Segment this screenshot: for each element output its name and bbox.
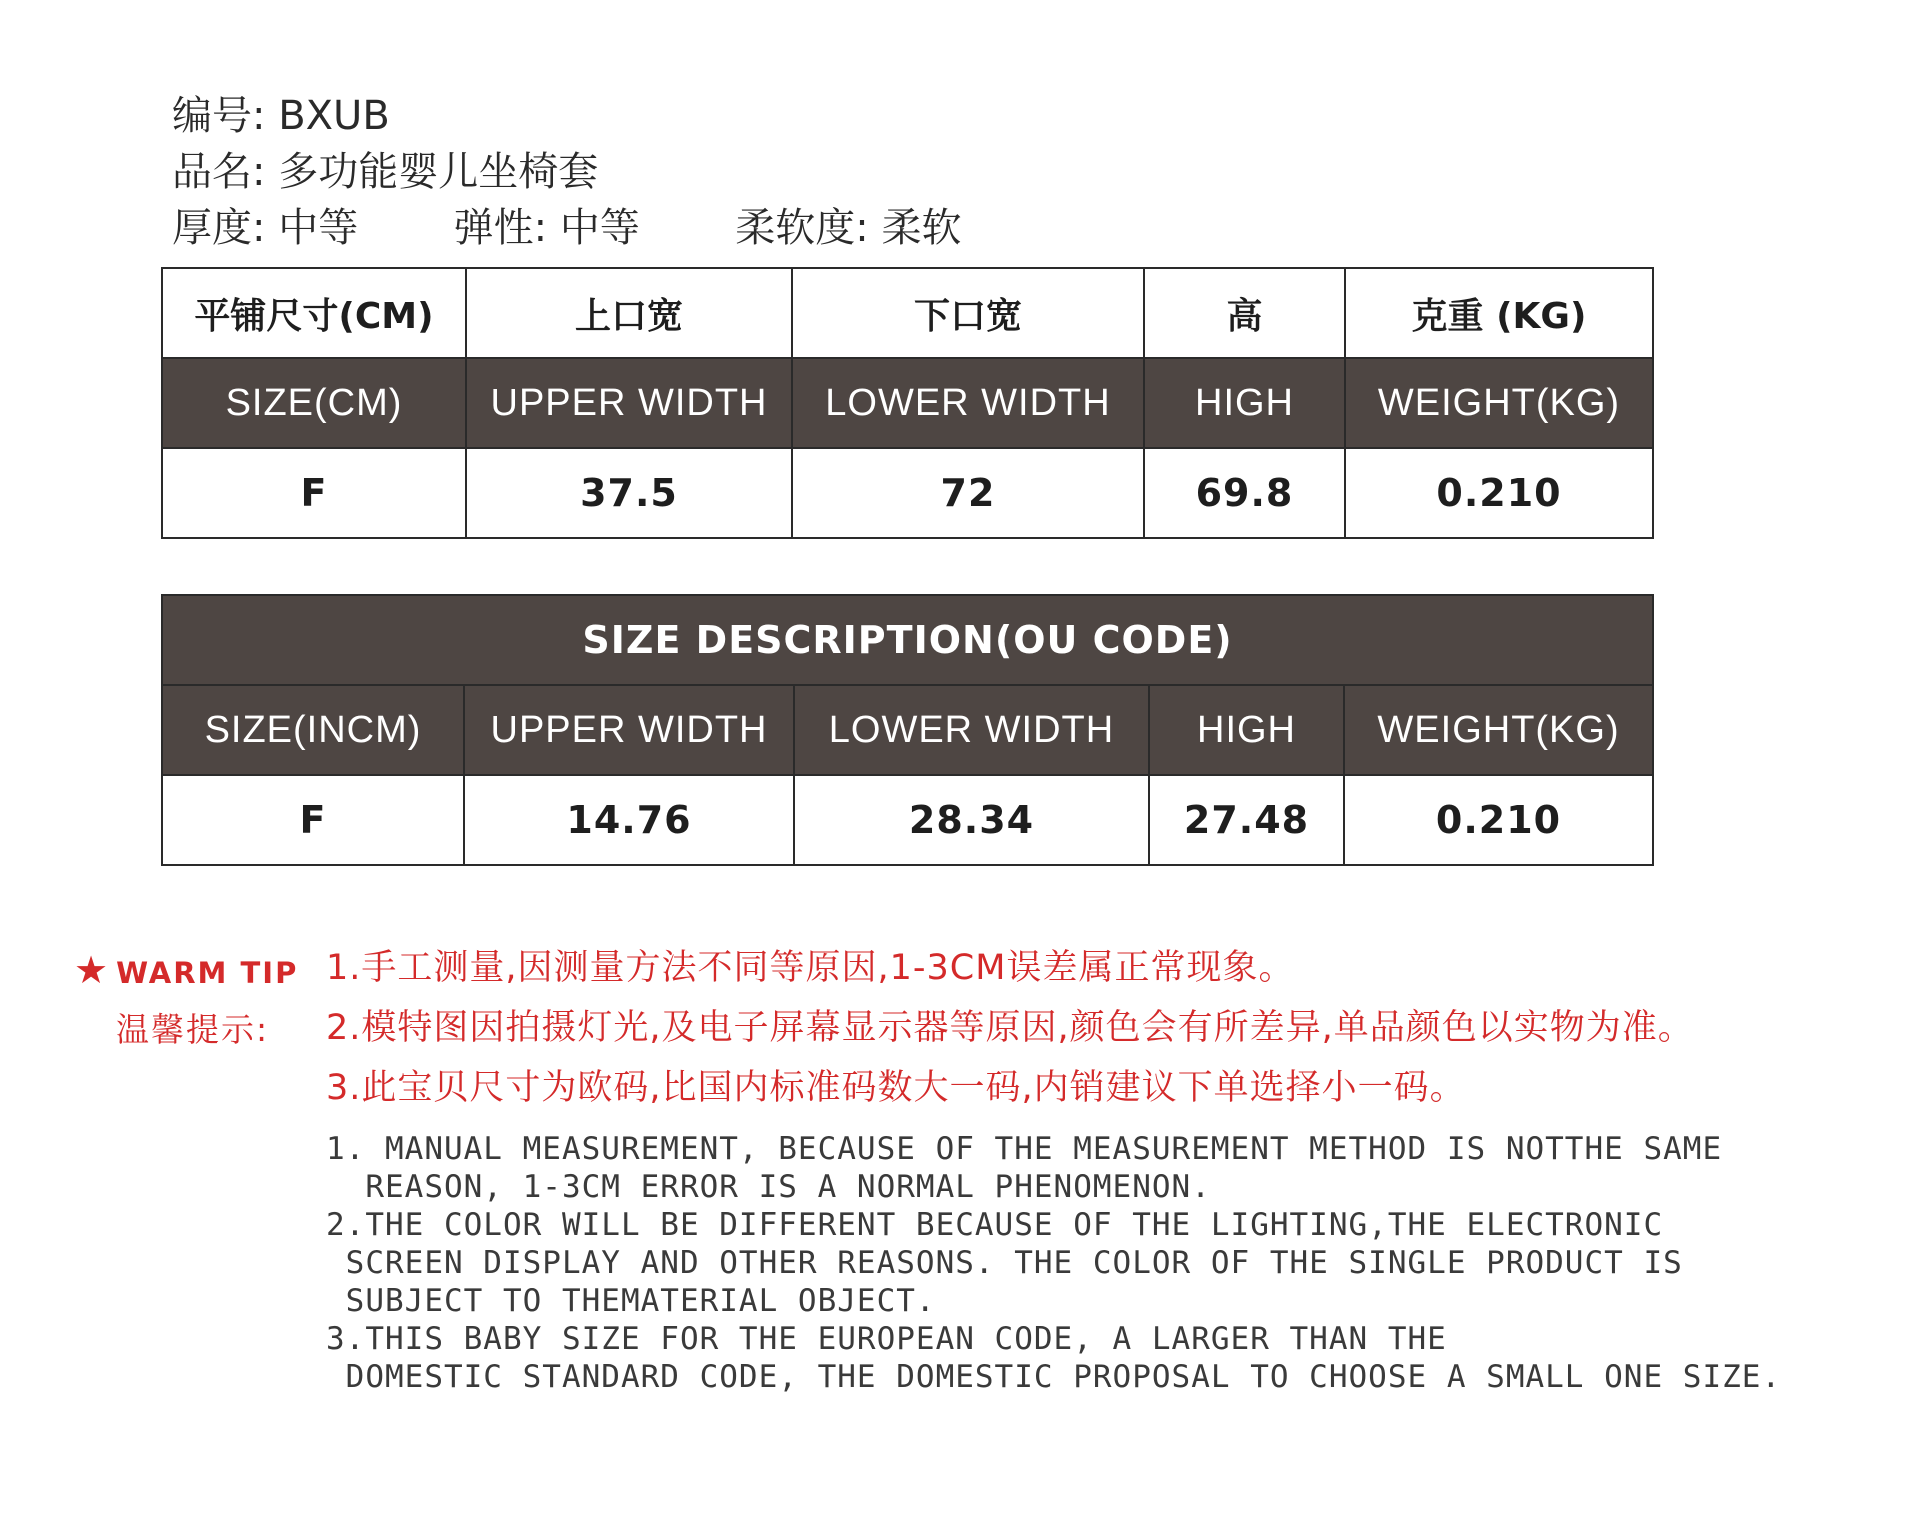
tip-cn-item: 1.手工测量,因测量方法不同等原因,1-3CM误差属正常现象。: [326, 948, 1295, 988]
code-label: 编号:: [172, 93, 266, 139]
size-cell: F: [162, 775, 464, 865]
header-cell: UPPER WIDTH: [466, 358, 792, 448]
warm-tip-cn-label: 温馨提示:: [116, 1010, 270, 1049]
tip-cn-item: 3.此宝贝尺寸为欧码,比国内标准码数大一码,内销建议下单选择小一码。: [326, 1068, 1466, 1108]
header-cell: WEIGHT(KG): [1345, 358, 1653, 448]
header-cell: 上口宽: [466, 268, 792, 358]
table-row: [162, 448, 1653, 538]
softness-label: 柔软度:: [735, 205, 869, 251]
table-row: [162, 775, 1653, 865]
header-cell: SIZE(CM): [162, 358, 466, 448]
softness-value: 柔软: [881, 205, 962, 251]
product-name-line: [172, 144, 598, 200]
star-icon: ★: [74, 948, 111, 992]
header-cell: LOWER WIDTH: [792, 358, 1144, 448]
elasticity-value: 中等: [559, 205, 640, 251]
size-cell: F: [162, 448, 466, 538]
tip-en-item: 3.THIS BABY SIZE FOR THE EUROPEAN CODE, A LARGER THAN THE DOMESTIC STANDARD CODE, THE DOMESTIC PROPOSAL TO CHOOSE A SMALL ONE SIZE.: [326, 1321, 1782, 1395]
weight-cell: 0.210: [1345, 448, 1653, 538]
high-cell: 69.8: [1144, 448, 1345, 538]
tip-cn-item: 2.模特图因拍摄灯光,及电子屏幕显示器等原因,颜色会有所差异,单品颜色以实物为准。: [326, 1008, 1694, 1048]
header-cell: 平铺尺寸(CM): [162, 268, 466, 358]
table-title: SIZE DESCRIPTION(OU CODE): [162, 595, 1653, 685]
table-header-row-en: [162, 685, 1653, 775]
elasticity-label: 弹性:: [453, 205, 548, 251]
lower-width-cell: 72: [792, 448, 1144, 538]
warm-tip-text: WARM TIP: [116, 956, 299, 990]
header-cell: 高: [1144, 268, 1345, 358]
table-header-row-en: [162, 358, 1653, 448]
table-header-row-cn: [162, 268, 1653, 358]
header-cell: HIGH: [1144, 358, 1345, 448]
size-table-ou-code: [161, 594, 1654, 866]
product-code-line: [172, 88, 390, 144]
header-cell: LOWER WIDTH: [794, 685, 1149, 775]
weight-cell: 0.210: [1344, 775, 1653, 865]
header-cell: 下口宽: [792, 268, 1144, 358]
thickness-value: 中等: [278, 205, 359, 251]
table-title-row: [162, 595, 1653, 685]
code-value: BXUB: [278, 93, 390, 139]
upper-width-cell: 14.76: [464, 775, 794, 865]
tip-en-item: 2.THE COLOR WILL BE DIFFERENT BECAUSE OF THE LIGHTING,THE ELECTRONIC SCREEN DISPLAY AND OTHER REASONS. THE COLOR OF THE SINGLE PRODUCT IS SUBJECT TO THEMATERIAL OBJECT.: [326, 1207, 1683, 1319]
lower-width-cell: 28.34: [794, 775, 1149, 865]
header-cell: SIZE(INCM): [162, 685, 464, 775]
product-properties-line: [172, 200, 961, 256]
header-cell: HIGH: [1149, 685, 1344, 775]
size-table-cm: [161, 267, 1654, 539]
thickness-label: 厚度:: [172, 205, 266, 251]
tip-en-item: 1. MANUAL MEASUREMENT, BECAUSE OF THE MEASUREMENT METHOD IS NOTTHE SAME REASON, 1-3CM ERROR IS A NORMAL PHENOMENON.: [326, 1131, 1723, 1205]
name-label: 品名:: [172, 149, 266, 195]
name-value: 多功能婴儿坐椅套: [278, 149, 599, 195]
header-cell: WEIGHT(KG): [1344, 685, 1653, 775]
header-cell: UPPER WIDTH: [464, 685, 794, 775]
upper-width-cell: 37.5: [466, 448, 792, 538]
warm-tip-label: [74, 948, 298, 992]
high-cell: 27.48: [1149, 775, 1344, 865]
header-cell: 克重 (KG): [1345, 268, 1653, 358]
